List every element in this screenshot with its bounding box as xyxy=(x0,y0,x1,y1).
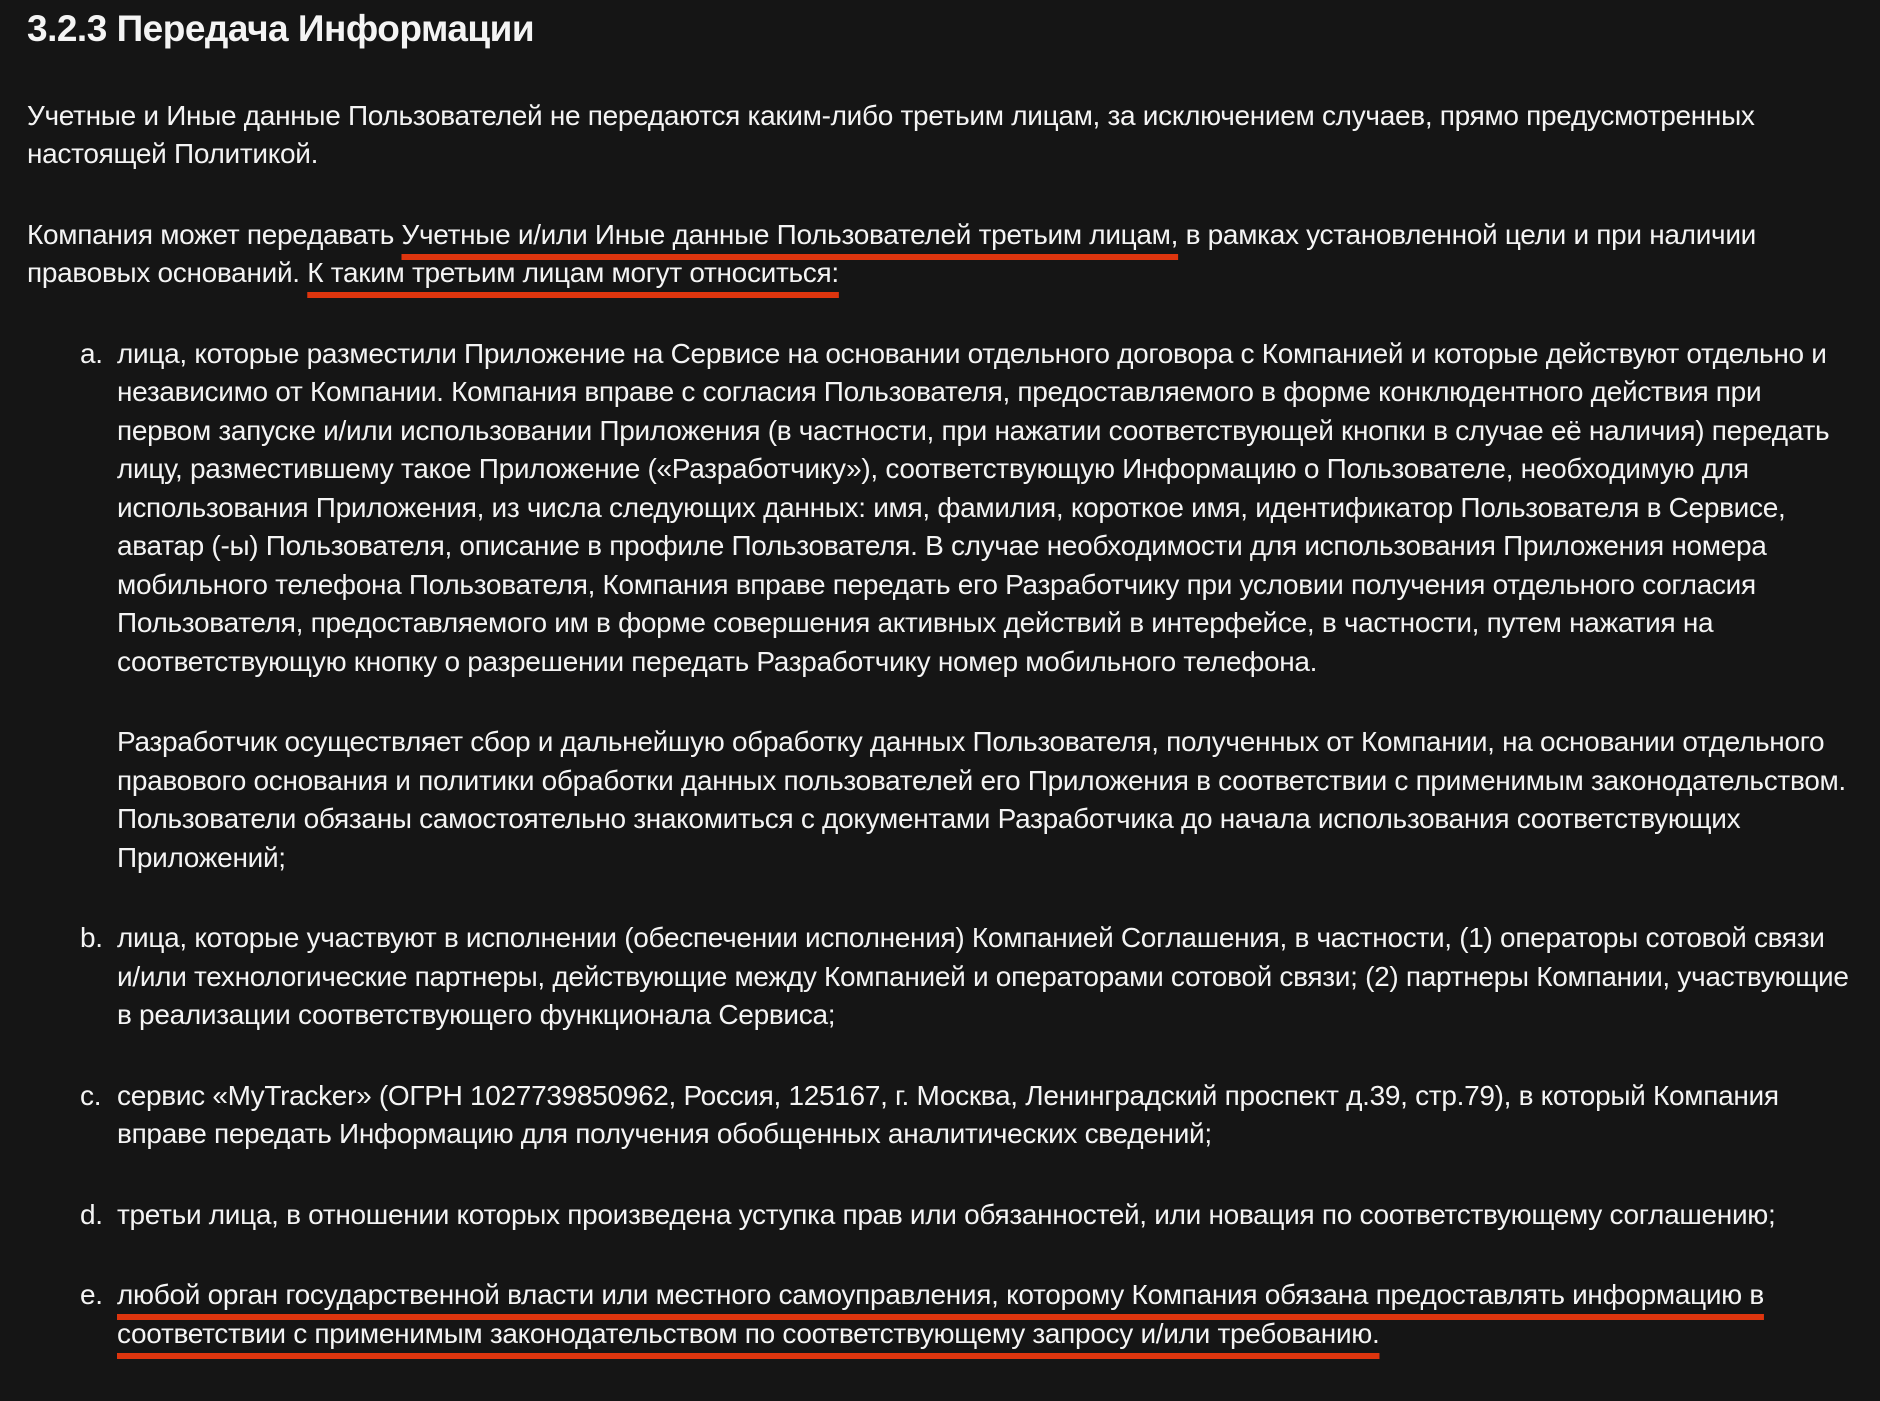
underlined-phrase-government-authorities: любой орган государственной власти или местного самоуправления, которому Компания обязана предоставлять информацию в соответствии с применимым законодательством по соответствующему запросу и/или требованию. xyxy=(117,1279,1764,1349)
underlined-phrase-data-to-third-parties: Учетные и/или Иные данные Пользователей третьим лицам, xyxy=(401,218,1179,250)
transfer-text-segment: Компания может передавать xyxy=(27,218,402,250)
list-item-b-body xyxy=(117,919,1852,1035)
transfer-text-segment: в рамках установленной цели и при наличии правовых оснований. xyxy=(27,218,1756,289)
list-item-d-body xyxy=(117,1196,1852,1235)
list-item-d-assignment xyxy=(27,1196,1852,1235)
list-marker-b: b. xyxy=(80,922,103,954)
list-item-e-government-authorities xyxy=(27,1276,1852,1353)
list-item-c-paragraph: сервис «MyTracker» (ОГРН 1027739850962, Россия, 125167, г. Москва, Ленинградский проспект д.39, стр.79), в который Компания вправе передать Информацию для получения обобщенных аналитических сведений; xyxy=(117,1079,1779,1150)
section-heading: 3.2.3 Передача Информации xyxy=(27,8,535,49)
list-marker-e: e. xyxy=(80,1279,103,1311)
list-marker-a: a. xyxy=(80,337,103,369)
third-parties-list xyxy=(27,335,1852,1354)
list-item-a-body xyxy=(117,335,1852,878)
list-item-e-body xyxy=(117,1276,1852,1353)
list-item-d-paragraph: третьи лица, в отношении которых произведена уступка прав или обязанностей, или новация по соответствующему соглашению; xyxy=(117,1198,1776,1230)
list-item-c-mytracker xyxy=(27,1077,1852,1154)
list-marker-d: d. xyxy=(80,1198,103,1230)
list-item-c-body xyxy=(117,1077,1852,1154)
list-item-b-operators-partners xyxy=(27,919,1852,1035)
list-item-b-paragraph: лица, которые участвуют в исполнении (обеспечении исполнения) Компанией Соглашения, в частности, (1) операторы сотовой связи и/или технологические партнеры, действующие между Компанией и операторами сотовой связи; (2) партнеры Компании, участвующие в реализации соответствующего функционала Сервиса; xyxy=(117,922,1849,1031)
list-item-a-paragraph-1: лица, которые разместили Приложение на Сервисе на основании отдельного договора с Компанией и которые действуют отдельно и независимо от Компании. Компания вправе с согласия Пользователя, предоставляемого в форме конклюдентного действия при первом запуске и/или использовании Приложения (в частности, при нажатии соответствующей кнопки в случае её наличия) передать лицу, разместившему такое Приложение («Разработчику»), соответствующую Информацию о Пользователе, необходимую для использования Приложения, из числа следующих данных: имя, фамилия, короткое имя, идентификатор Пользователя в Сервисе, аватар (-ы) Пользователя, описание в профиле Пользователя. В случае необходимости для использования Приложения номера мобильного телефона Пользователя, Компания вправе передать его Разработчику при условии получения отдельного согласия Пользователя, предоставляемого им в форме совершения активных действий в интерфейсе, в частности, путем нажатия на соответствующую кнопку о разрешении передать Разработчику номер мобильного телефона. xyxy=(117,337,1830,677)
paragraph-no-transfer: Учетные и Иные данные Пользователей не передаются каким-либо третьим лицам, за исключением случаев, прямо предусмотренных настоящей Политикой. xyxy=(27,99,1755,170)
list-item-e-paragraph xyxy=(117,1276,1852,1353)
underlined-phrase-third-parties-may-include: К таким третьим лицам могут относиться: xyxy=(307,257,839,289)
list-item-a-developers xyxy=(27,335,1852,878)
list-marker-c: c. xyxy=(80,1079,102,1111)
list-item-a-paragraph-2: Разработчик осуществляет сбор и дальнейшую обработку данных Пользователя, полученных от Компании, на основании отдельного правового основания и политики обработки данных пользователей его Приложения в соответствии с применимым законодательством. Пользователи обязаны самостоятельно знакомиться с документами Разработчика до начала использования соответствующих Приложений; xyxy=(117,726,1846,873)
paragraph-transfer-conditions xyxy=(27,216,1852,293)
